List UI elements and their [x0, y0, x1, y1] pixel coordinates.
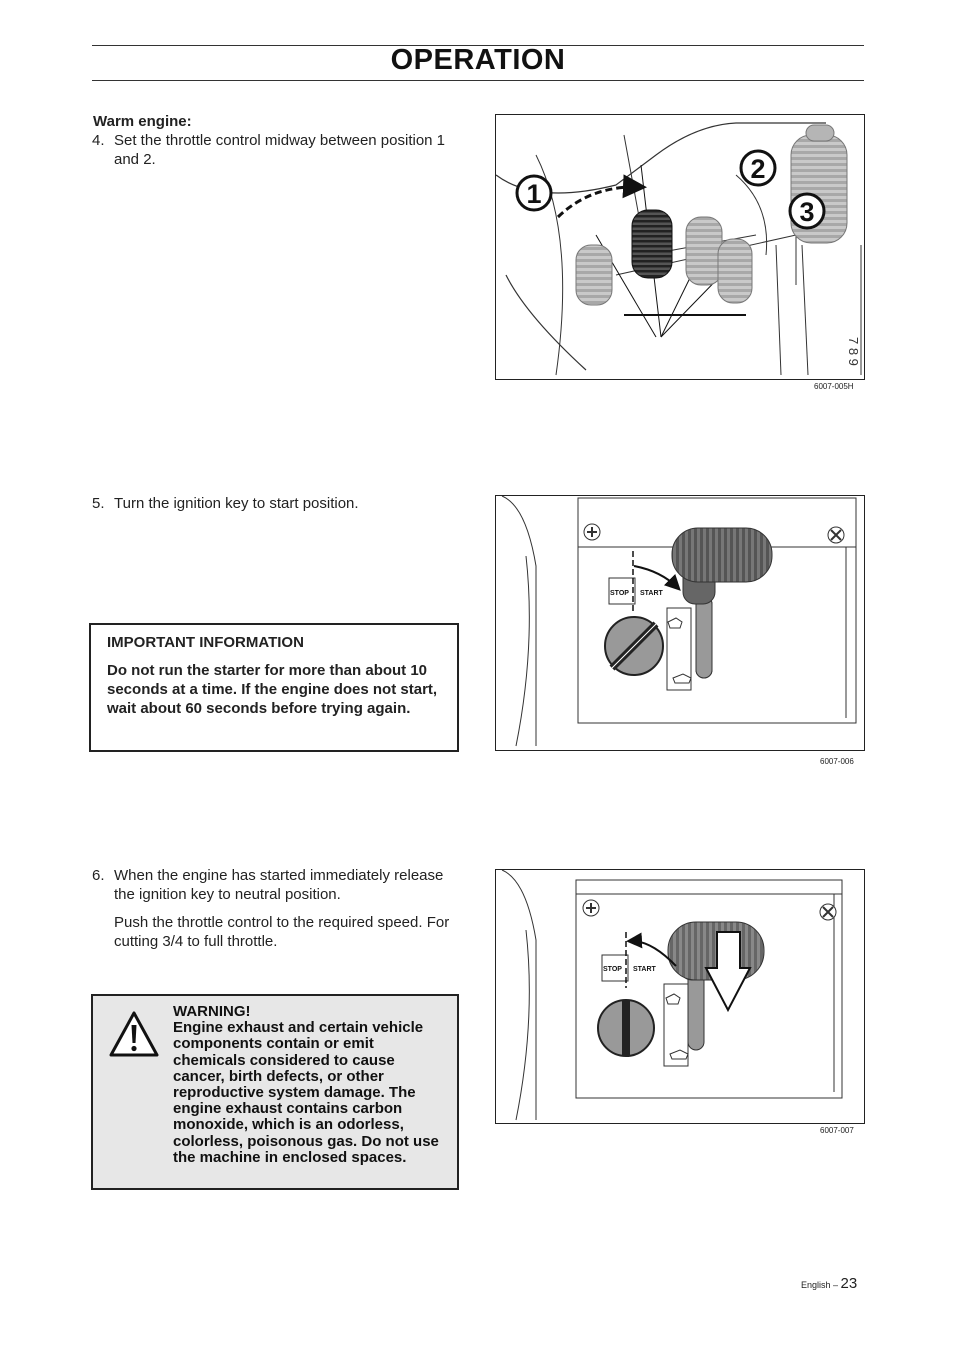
step-4-text: Set the throttle control midway between position 1 and 2. — [114, 132, 446, 168]
fig2-stop-label: STOP — [610, 590, 629, 597]
important-body: Do not run the starter for more than about 10 seconds at a time. If the engine does not start, wait about 60 seconds before trying again. — [107, 662, 438, 717]
step-6 — [92, 866, 467, 904]
important-information-box — [89, 623, 459, 752]
fig1-label-3: 3 — [799, 197, 815, 227]
page-number: 23 — [840, 1275, 858, 1292]
step-6-text-2: Push the throttle control to the required speed. For cutting 3/4 to full throttle. — [114, 914, 450, 950]
important-heading: IMPORTANT INFORMATION — [107, 634, 304, 651]
warning-triangle-icon — [108, 1010, 160, 1058]
warning-box — [91, 994, 459, 1190]
fig1-scale-marks: 7 8 9 — [846, 337, 861, 366]
footer-language: English – — [801, 1280, 841, 1290]
warning-body: Engine exhaust and certain vehicle components contain or emit chemicals considered to cause cancer, birth defects, or other reproductive system damage. The engine exhaust contains carbon monoxide, which is an odorless, colorless, poisonous gas. Do not use the machine in enclosed spaces. — [173, 1019, 439, 1166]
page-footer — [801, 1275, 857, 1292]
page-title: OPERATION — [390, 44, 566, 76]
fig3-code: 6007-007 — [820, 1126, 854, 1135]
fig2-start-label: START — [640, 590, 663, 597]
ignition-neutral-figure — [495, 869, 865, 1124]
fig1-label-1: 1 — [526, 179, 542, 209]
warning-heading: WARNING! — [173, 1003, 251, 1020]
throttle-figure — [495, 114, 865, 380]
fig3-stop-label: STOP — [603, 966, 622, 973]
fig1-code: 6007-005H — [814, 382, 854, 391]
header-rule-bottom — [92, 80, 864, 81]
step-5-text: Turn the ignition key to start position. — [114, 495, 359, 512]
fig1-label-2: 2 — [750, 154, 766, 184]
step-5 — [92, 494, 467, 513]
step-4 — [92, 131, 467, 169]
warm-engine-heading: Warm engine: — [93, 113, 192, 130]
step-4-number: 4. — [92, 132, 105, 149]
step-6-number: 6. — [92, 867, 105, 884]
fig2-code: 6007-006 — [820, 757, 854, 766]
fig3-start-label: START — [633, 966, 656, 973]
step-5-number: 5. — [92, 495, 105, 512]
step-6-text: When the engine has started immediately release the ignition key to neutral position. — [114, 867, 444, 903]
ignition-start-figure — [495, 495, 865, 751]
